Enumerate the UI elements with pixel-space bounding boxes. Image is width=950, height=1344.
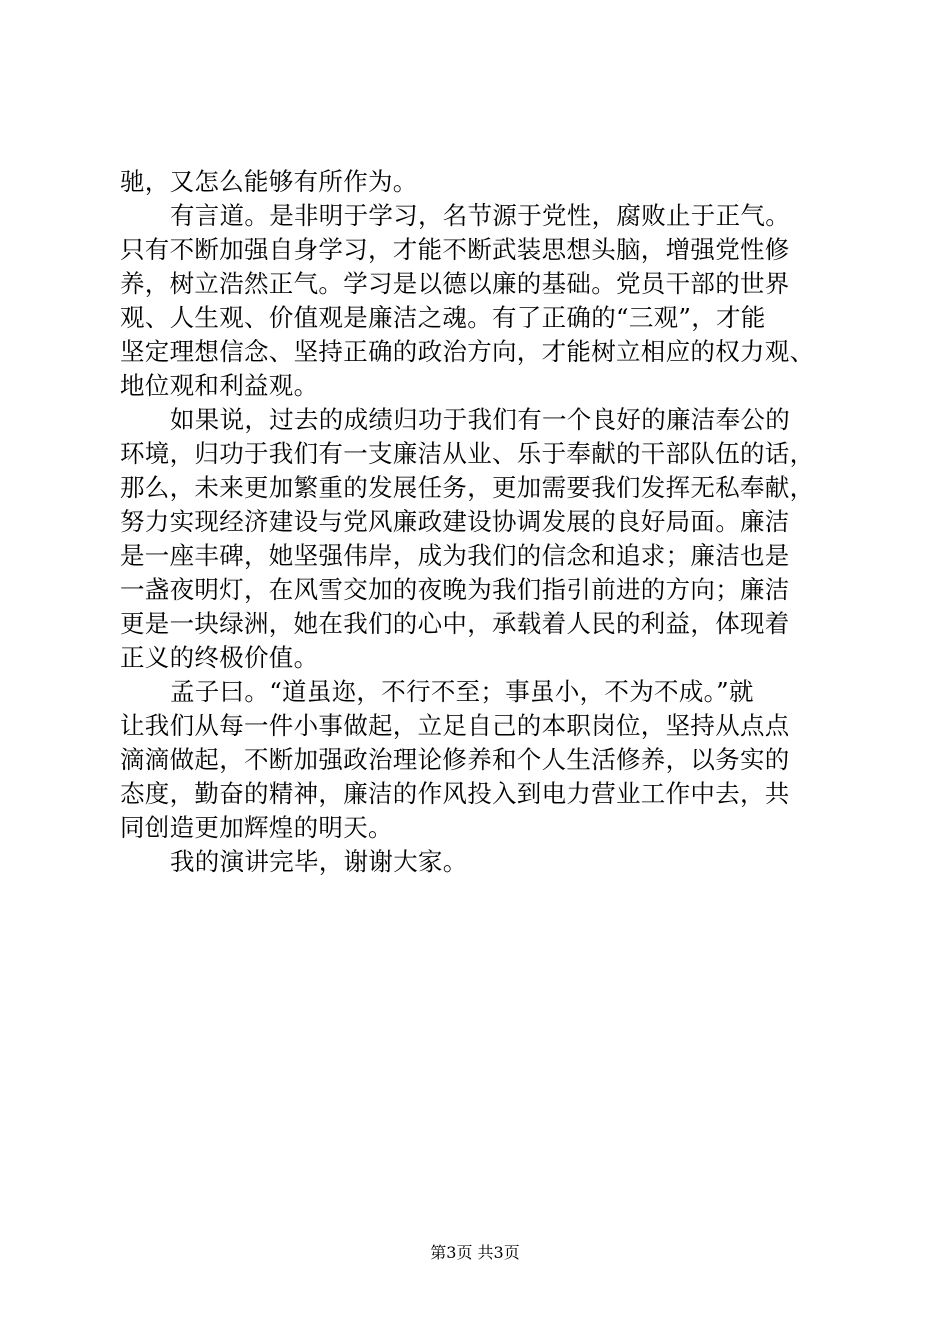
- document-body: [120, 165, 840, 879]
- text-line: 一盏夜明灯，在风雪交加的夜晚为我们指引前进的方向；廉洁: [120, 575, 790, 604]
- text-line: 态度，勤奋的精神，廉洁的作风投入到电力营业工作中去，共: [120, 779, 790, 808]
- text-line: 滴滴做起，不断加强政治理论修养和个人生活修养，以务实的: [120, 745, 790, 774]
- text-line: 地位观和利益观。: [120, 371, 319, 400]
- text-line: 是一座丰碑，她坚强伟岸，成为我们的信念和追求；廉洁也是: [120, 541, 790, 570]
- text-line: 更是一块绿洲，她在我们的心中，承载着人民的利益，体现着: [120, 609, 790, 638]
- text-line: 观、人生观、价值观是廉洁之魂。有了正确的“三观”，才能: [120, 303, 766, 332]
- paragraph-start-line: 有言道。是非明于学习，名节源于党性，腐败止于正气。: [170, 201, 790, 230]
- text-line: 坚定理想信念、坚持正确的政治方向，才能树立相应的权力观、: [120, 337, 815, 366]
- paragraph-start-line: 孟子曰。“道虽迩，不行不至；事虽小，不为不成。”就: [170, 677, 754, 706]
- closing-line: 我的演讲完毕，谢谢大家。: [170, 847, 468, 876]
- text-line: 让我们从每一件小事做起，立足自己的本职岗位，坚持从点点: [120, 711, 790, 740]
- text-line: 只有不断加强自身学习，才能不断武装思想头脑，增强党性修: [120, 235, 790, 264]
- text-line: 那么，未来更加繁重的发展任务，更加需要我们发挥无私奉献，: [120, 473, 815, 502]
- text-line: 养，树立浩然正气。学习是以德以廉的基础。党员干部的世界: [120, 269, 790, 298]
- paragraph-start-line: 如果说，过去的成绩归功于我们有一个良好的廉洁奉公的: [170, 405, 790, 434]
- text-line: 努力实现经济建设与党风廉政建设协调发展的良好局面。廉洁: [120, 507, 790, 536]
- text-line: 正义的终极价值。: [120, 643, 319, 672]
- page-number-footer: 第3页 共3页: [430, 1243, 520, 1262]
- text-line: 同创造更加辉煌的明天。: [120, 813, 393, 842]
- text-line: 驰，又怎么能够有所作为。: [120, 167, 418, 196]
- text-line: 环境，归功于我们有一支廉洁从业、乐于奉献的干部队伍的话，: [120, 439, 815, 468]
